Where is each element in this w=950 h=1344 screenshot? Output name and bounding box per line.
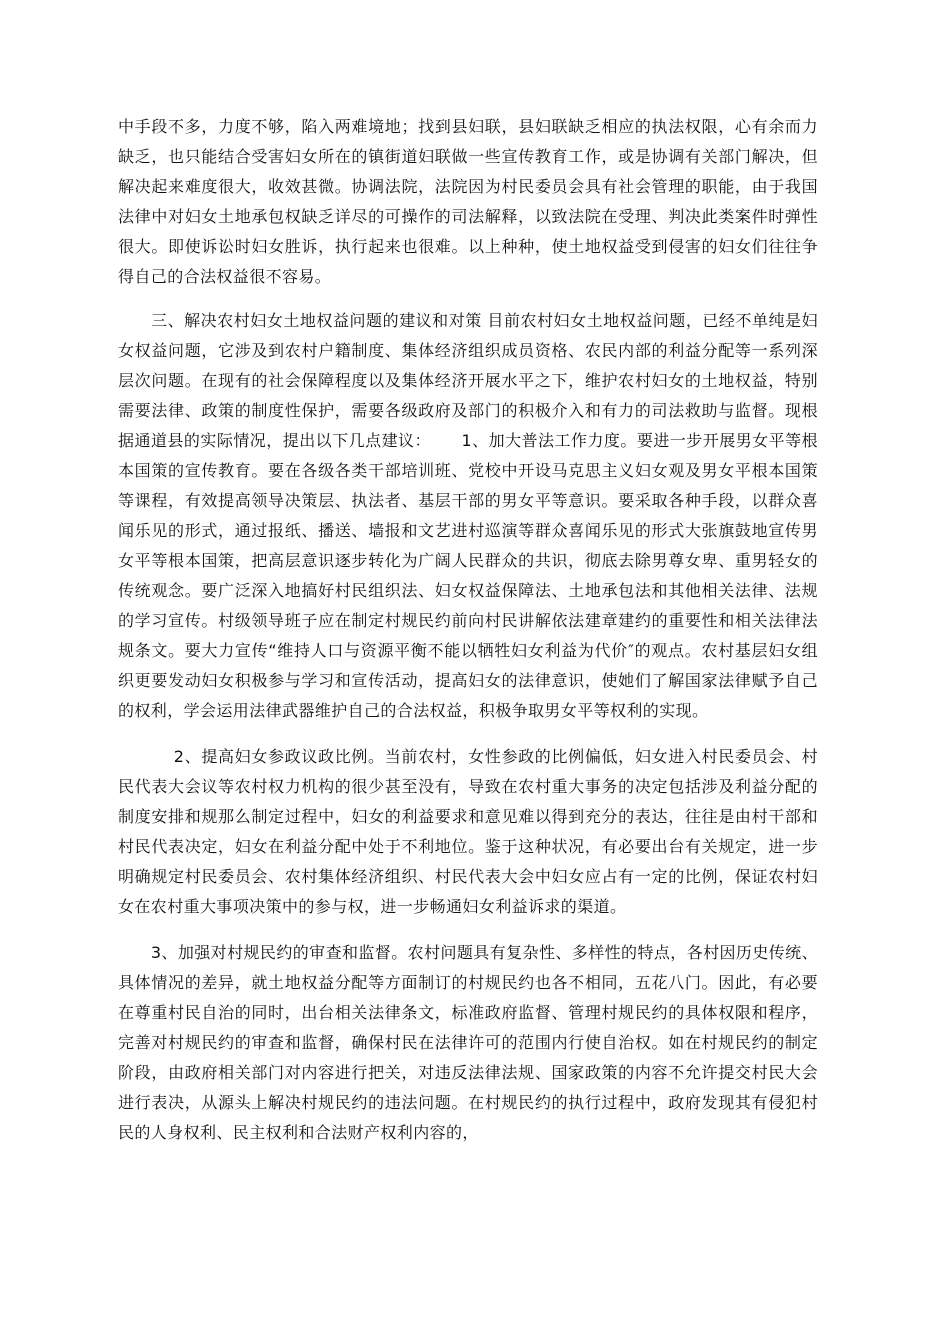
paragraph-3: 2、提高妇女参政议政比例。当前农村，女性参政的比例偏低，妇女进入村民委员会、村民代表大会议等农村权力机构的很少甚至没有，导致在农村重大事务的决定包括涉及利益分配的制度安排和规那么制定过程中，妇女的利益要求和意见难以得到充分的表达，往往是由村干部和村民代表决定，妇女在利益分配中处于不利地位。鉴于这种状况，有必要出台有关规定，进一步明确规定村民委员会、农村集体经济组织、村民代表大会中妇女应占有一定的比例，保证农村妇女在农村重大事项决策中的参与权，进一步畅通妇女利益诉求的渠道。 [118, 747, 818, 916]
paragraph-4: 3、加强对村规民约的审查和监督。农村问题具有复杂性、多样性的特点，各村因历史传统、具体情况的差异，就土地权益分配等方面制订的村规民约也各不相同，五花八门。因此，有必要在尊重村民自治的同时，出台相关法律条文，标准政府监督、管理村规民约的具体权限和程序，完善对村规民约的审查和监督，确保村民在法律许可的范围内行使自治权。如在村规民约的制定阶段，由政府相关部门对内容进行把关，对违反法律法规、国家政策的内容不允许提交村民大会进行表决，从源头上解决村规民约的违法问题。在村规民约的执行过程中，政府发现其有侵犯村民的人身权利、民主权利和合法财产权利内容的， [118, 943, 818, 1142]
document-body [118, 112, 818, 1148]
paragraph-1: 中手段不多，力度不够，陷入两难境地；找到县妇联，县妇联缺乏相应的执法权限，心有余而力缺乏，也只能结合受害妇女所在的镇街道妇联做一些宣传教育工作，或是协调有关部门解决，但解决起来难度很大，收效甚微。协调法院，法院因为村民委员会具有社会管理的职能，由于我国法律中对妇女土地承包权缺乏详尽的可操作的司法解释，以致法院在受理、判决此类案件时弹性很大。即使诉讼时妇女胜诉，执行起来也很难。以上种种，使土地权益受到侵害的妇女们往往争得自己的合法权益很不容易。 [118, 117, 818, 286]
paragraph-2: 三、解决农村妇女土地权益问题的建议和对策 目前农村妇女土地权益问题，已经不单纯是妇女权益问题，它涉及到农村户籍制度、集体经济组织成员资格、农民内部的利益分配等一系列深层次问题。在现有的社会保障程度以及集体经济开展水平之下，维护农村妇女的土地权益，特别需要法律、政策的制度性保护，需要各级政府及部门的积极介入和有力的司法救助与监督。现根据通道县的实际情况，提出以下几点建议： 1、加大普法工作力度。要进一步开展男女平等根本国策的宣传教育。要在各级各类干部培训班、党校中开设马克思主义妇女观及男女平根本国策等课程，有效提高领导决策层、执法者、基层干部的男女平等意识。要采取各种手段，以群众喜闻乐见的形式，通过报纸、播送、墙报和文艺进村巡演等群众喜闻乐见的形式大张旗鼓地宣传男女平等根本国策，把高层意识逐步转化为广阔人民群众的共识，彻底去除男尊女卑、重男轻女的传统观念。要广泛深入地搞好村民组织法、妇女权益保障法、土地承包法和其他相关法律、法规的学习宣传。村级领导班子应在制定村规民约前向村民讲解依法建章建约的重要性和相关法律法规条文。要大力宣传“维持人口与资源平衡不能以牺牲妇女利益为代价″的观点。农村基层妇女组织更要发动妇女积极参与学习和宣传活动，提高妇女的法律意识，使她们了解国家法律赋予自己的权利，学会运用法律武器维护自己的合法权益，积极争取男女平等权利的实现。 [118, 311, 818, 720]
